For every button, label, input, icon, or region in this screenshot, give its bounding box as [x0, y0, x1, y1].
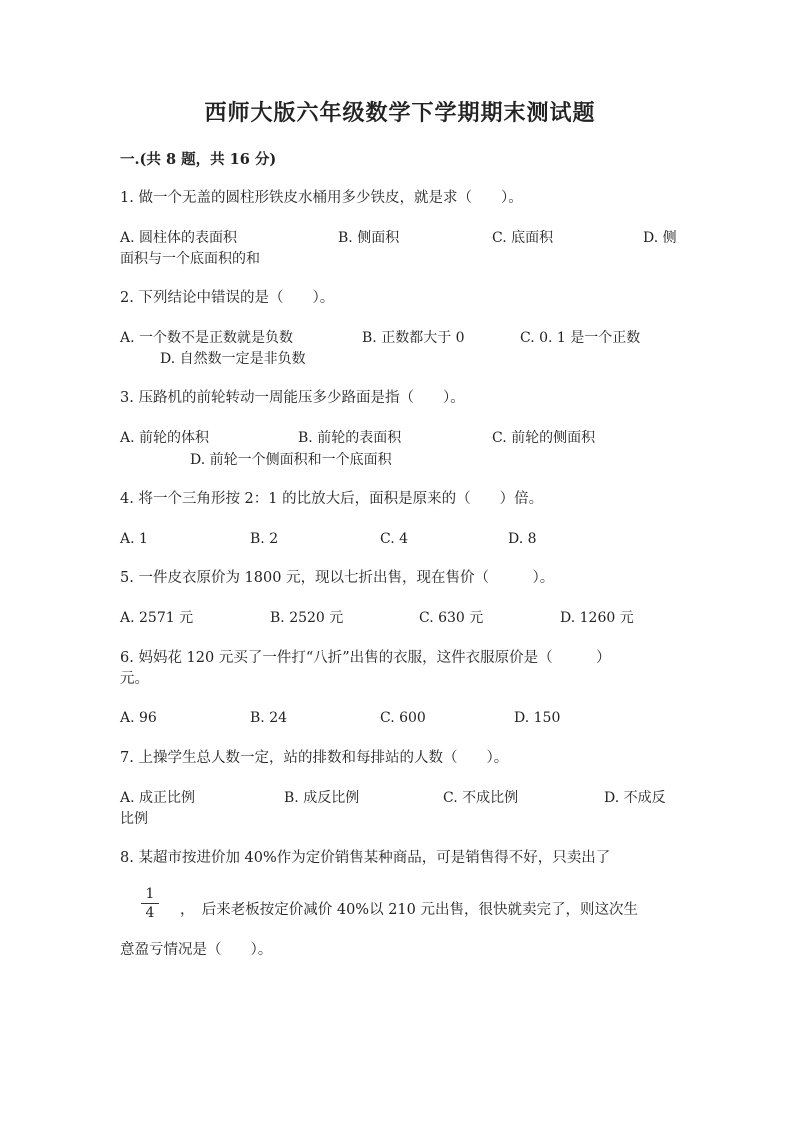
question-6-stem-continued: 元。: [120, 671, 149, 687]
question-3-option-c: C. 前轮的侧面积: [492, 430, 596, 446]
question-4-option-a: A. 1: [120, 531, 148, 547]
question-1-option-a: A. 圆柱体的表面积: [120, 230, 238, 246]
question-6-stem: 6. 妈妈花 120 元买了一件打“八折”出售的衣服，这件衣服原价是（ ）: [120, 650, 611, 666]
question-7-option-d-continued: 比例: [120, 811, 148, 827]
question-2-stem: 2. 下列结论中错误的是（ ）。: [120, 290, 335, 306]
question-5-option-c: C. 630 元: [419, 610, 484, 626]
question-1-stem: 1. 做一个无盖的圆柱形铁皮水桶用多少铁皮，就是求（ ）。: [120, 190, 523, 206]
fraction-numerator: 1: [145, 886, 155, 902]
question-4-stem: 4. 将一个三角形按 2：1 的比放大后，面积是原来的（ ）倍。: [120, 491, 544, 507]
question-1-option-d-continued: 面积与一个底面积的和: [120, 251, 260, 267]
fraction-denominator: 4: [145, 905, 155, 921]
question-2-option-c: C. 0. 1 是一个正数: [520, 330, 641, 346]
question-1-option-c: C. 底面积: [492, 230, 554, 246]
question-5-option-a: A. 2571 元: [120, 610, 194, 626]
section-heading: 一.(共 8 题，共 16 分): [120, 151, 277, 168]
question-5-stem: 5. 一件皮衣原价为 1800 元，现以七折出售，现在售价（ ）。: [120, 570, 555, 586]
page-title: 西师大版六年级数学下学期期末测试题: [204, 100, 596, 126]
question-7-option-b: B. 成反比例: [284, 790, 360, 806]
question-7-stem: 7. 上操学生总人数一定，站的排数和每排站的人数（ ）。: [120, 750, 509, 766]
question-8-stem: 8. 某超市按进价加 40%作为定价销售某种商品，可是销售得不好，只卖出了: [120, 850, 611, 866]
question-7-option-a: A. 成正比例: [120, 790, 196, 806]
question-7-option-c: C. 不成比例: [443, 790, 519, 806]
question-8-stem-continued: ， 后来老板按定价减价 40%以 210 元出售，很快就卖完了，则这次生: [180, 902, 638, 918]
question-4-option-d: D. 8: [508, 531, 537, 547]
question-6-option-c: C. 600: [380, 710, 426, 726]
question-8-stem-end: 意盈亏情况是（ ）。: [120, 942, 273, 958]
question-2-option-d: D. 自然数一定是非负数: [160, 351, 306, 367]
question-7-option-d: D. 不成反: [604, 790, 666, 806]
question-1-option-b: B. 侧面积: [338, 230, 400, 246]
question-6-option-b: B. 24: [250, 710, 288, 726]
question-5-option-b: B. 2520 元: [270, 610, 344, 626]
question-4-option-c: C. 4: [380, 531, 409, 547]
question-3-option-b: B. 前轮的表面积: [298, 430, 402, 446]
question-6-option-d: D. 150: [514, 710, 561, 726]
question-3-option-d: D. 前轮一个侧面积和一个底面积: [190, 452, 392, 468]
question-2-option-a: A. 一个数不是正数就是负数: [120, 330, 294, 346]
question-5-option-d: D. 1260 元: [560, 610, 634, 626]
question-3-option-a: A. 前轮的体积: [120, 430, 210, 446]
question-1-option-d: D. 侧: [643, 230, 677, 246]
question-4-option-b: B. 2: [250, 531, 279, 547]
fraction-bar: [141, 903, 159, 904]
question-3-stem: 3. 压路机的前轮转动一周能压多少路面是指（ ）。: [120, 390, 465, 406]
fraction-one-quarter: [141, 886, 159, 921]
question-2-option-b: B. 正数都大于 0: [362, 330, 465, 346]
question-6-option-a: A. 96: [120, 710, 157, 726]
